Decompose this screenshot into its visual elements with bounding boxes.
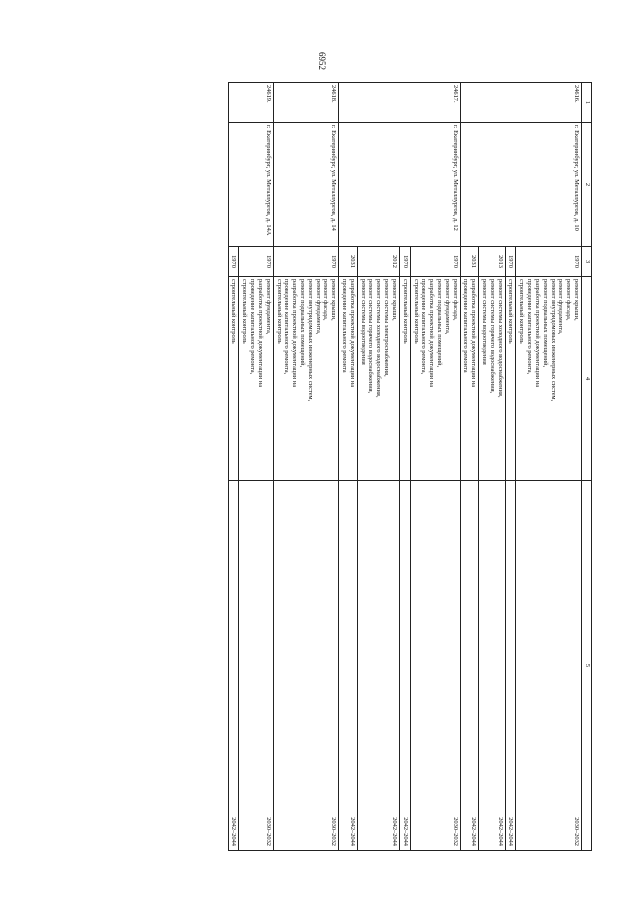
header-col-2: 2	[582, 123, 592, 247]
record-number-cell: 24619.	[228, 83, 273, 123]
table-row	[273, 83, 339, 851]
work-item: ремонт системы холодного водоснабжения,	[496, 279, 504, 398]
record-number-cell: 24618.	[273, 83, 339, 123]
work-item: строительный контроль	[518, 279, 526, 344]
work-item: проведение капитального ремонта,	[283, 279, 291, 375]
period-cell: 2042–2044	[357, 481, 399, 851]
works-cell	[228, 277, 239, 481]
year-cell: 1970	[516, 247, 582, 277]
period-cell: 2042–2044	[479, 481, 505, 851]
page-number	[0, 52, 640, 70]
work-item: ремонт крыши,	[390, 279, 398, 321]
work-item: проведение капитального ремонта,	[526, 279, 534, 375]
works-cell	[479, 277, 505, 481]
year-cell: 1970	[228, 247, 239, 277]
work-item: ремонт системы электроснабжения,	[383, 279, 391, 377]
work-item: ремонт фундамента,	[443, 279, 451, 335]
works-cell	[357, 277, 399, 481]
works-cell	[410, 277, 460, 481]
period-cell: 2030–2032	[410, 481, 460, 851]
table-row	[239, 83, 273, 851]
work-item: строительный контроль	[412, 279, 420, 344]
work-item: ремонт фасада,	[451, 279, 459, 321]
work-item: ремонт системы горячего водоснабжения,	[488, 279, 496, 394]
work-item: проведение капитального ремонта	[341, 279, 349, 373]
table-row	[516, 83, 582, 851]
year-cell: 2012	[357, 247, 399, 277]
works-cell	[516, 277, 582, 481]
work-item: ремонт фундамента,	[314, 279, 322, 335]
work-item: строительный контроль	[241, 279, 249, 344]
period-cell: 2030–2032	[516, 481, 582, 851]
work-item: разработка проектной документации на	[533, 279, 541, 388]
work-item: разработка проектной документации на	[470, 279, 478, 388]
work-item: разработка проектной документации на	[428, 279, 436, 388]
work-item: ремонт подвальных помещений,	[541, 279, 549, 368]
header-col-3: 3	[582, 247, 592, 277]
year-cell: 1970	[505, 247, 516, 277]
period-cell: 2042–2044	[339, 481, 358, 851]
period-cell: 2042–2044	[228, 481, 239, 851]
works-cell	[273, 277, 339, 481]
work-item: ремонт фундамента,	[264, 279, 272, 335]
work-item: разработка проектной документации на	[348, 279, 356, 388]
address-cell: г. Екатеринбург, ул. Металлургов, д. 12	[339, 123, 460, 247]
table-body	[228, 83, 581, 851]
record-number-cell: 24617.	[339, 83, 460, 123]
period-cell: 2042–2044	[460, 481, 479, 851]
work-item: ремонт крыши,	[573, 279, 580, 321]
table-row	[410, 83, 460, 851]
address-cell: г. Екатеринбург, ул. Металлургов, д. 10	[460, 123, 581, 247]
works-cell	[239, 277, 273, 481]
period-cell: 2042–2044	[505, 481, 516, 851]
header-col-4: 4	[582, 277, 592, 481]
work-item: ремонт подвальных помещений,	[299, 279, 306, 368]
repair-schedule-table	[228, 82, 592, 851]
work-item: проведение капитального ремонта,	[249, 279, 257, 375]
work-item: разработка проектной документации на	[291, 279, 299, 388]
work-item: строительный контроль	[401, 279, 409, 344]
work-item: ремонт системы холодного водоснабжения,	[375, 279, 383, 398]
works-cell	[339, 277, 358, 481]
period-cell: 2030–2032	[273, 481, 339, 851]
year-cell: 2031	[339, 247, 358, 277]
work-item: ремонт системы водоотведения	[359, 279, 367, 365]
period-cell: 2042–2044	[399, 481, 410, 851]
work-item: ремонт крыши,	[330, 279, 338, 321]
work-item: разработка проектной документации на	[256, 279, 264, 388]
works-cell	[505, 277, 516, 481]
work-item: ремонт подвальных помещений,	[436, 279, 443, 368]
work-item: строительный контроль	[230, 279, 238, 344]
work-item: проведение капитального ремонта	[462, 279, 470, 373]
rotated-table-container	[88, 82, 592, 850]
table-header	[582, 83, 592, 851]
work-item: проведение капитального ремонта,	[420, 279, 428, 375]
year-cell: 2031	[460, 247, 479, 277]
works-cell	[460, 277, 479, 481]
year-cell: 1970	[410, 247, 460, 277]
work-item: ремонт системы водоотведения	[481, 279, 489, 365]
address-cell: г. Екатеринбург, ул. Металлургов, д. 14А	[228, 123, 273, 247]
work-item: ремонт фасада,	[322, 279, 330, 321]
year-cell: 1970	[239, 247, 273, 277]
header-col-1: 1	[582, 83, 592, 123]
work-item: ремонт фундамента,	[557, 279, 565, 335]
work-item: ремонт внутридомовых инженерных систем,	[549, 279, 557, 402]
year-cell: 2013	[479, 247, 505, 277]
year-cell: 1970	[273, 247, 339, 277]
record-number-cell: 24616.	[460, 83, 581, 123]
period-cell: 2030–2032	[239, 481, 273, 851]
work-item: ремонт фасада,	[565, 279, 573, 321]
work-item: ремонт системы горячего водоснабжения,	[367, 279, 375, 394]
work-item: строительный контроль	[275, 279, 283, 344]
work-item: ремонт внутридомовых инженерных систем,	[306, 279, 314, 402]
year-cell: 1970	[399, 247, 410, 277]
works-cell	[399, 277, 410, 481]
work-item: строительный контроль	[507, 279, 515, 344]
address-cell: г. Екатеринбург, ул. Металлургов, д. 14	[273, 123, 339, 247]
page-number-text: 6952	[317, 52, 327, 70]
header-col-5: 5	[582, 481, 592, 851]
